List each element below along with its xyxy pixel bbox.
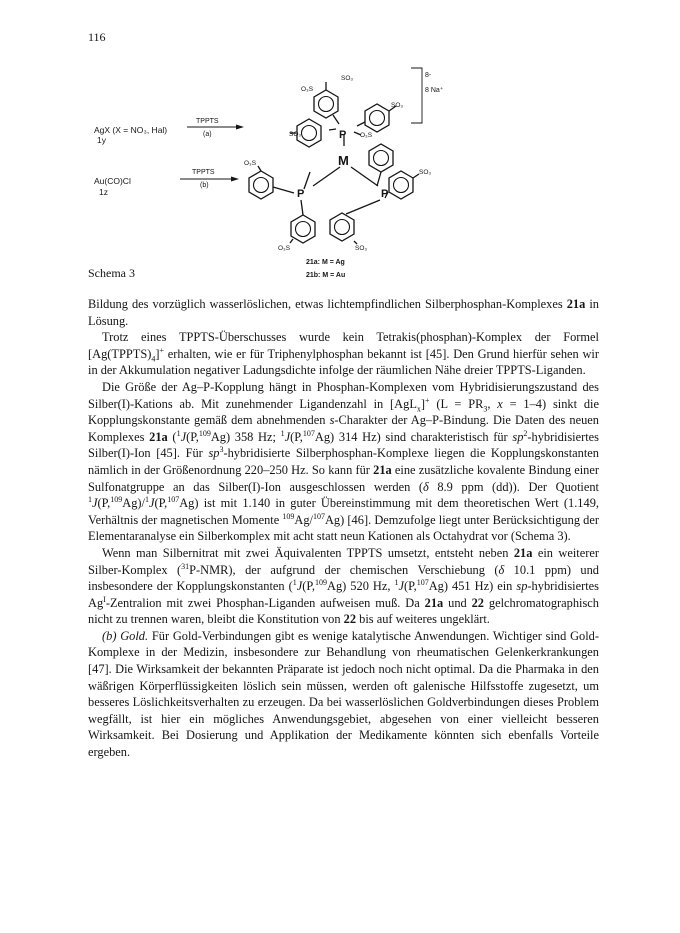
benzene-ring-icon [369,144,393,172]
text-span: 21a [149,429,168,444]
phosphorus-atom-top: P [339,129,347,141]
arrowhead-icon [231,177,239,182]
text-span: 1 [394,577,399,587]
text-span: (P, [97,496,111,511]
body-text [88,296,599,761]
sulfonate-label: O₃S [360,132,373,139]
text-span: 4 [151,354,156,364]
text-span: J [148,496,155,511]
text-span: J [180,429,187,444]
text-span: 21a [513,545,533,560]
arrowhead-icon [236,125,244,130]
text-span: sp [208,446,220,461]
text-span: (P, [186,429,199,444]
text-span: ( [167,429,177,444]
text-span: 109 [110,495,123,504]
text-span: x [416,404,421,414]
text-span: 107 [302,428,315,438]
text-span: 109 [315,577,328,587]
text-span: 2 [523,428,528,438]
paragraph-p2 [88,329,599,379]
text-span: eine zusätzliche kovalente Bindung einer Sulfonatgruppe an das Silber(I)-Ion ausgeschlossen werden ( [88,462,599,494]
text-span: Für Gold-Verbindungen gibt es wenige katalytische Anwendungen. Wichtiger sind Gold-Komplexe in der Medizin, insbesondere zur Behandlung von rheumatischen Gelenkerkrankungen [47]. Die Wirksamkeit der bekannten Präparate ist jedoch noch nicht optimal. Da die Pharmaka in den wäßrigen Körperflüssigkeiten löslich sein müssen, werden oft galenische Hilfsstoffe zugesetzt, um besseres Löslichkeitsverhalten zu erzeugen. Da bei wasserlöslichen Goldverbindungen dieses Problem wegfällt, ist hier ein mögliches Anwendungsgebiet, abgesehen von einer vielleicht besseren Wirksamkeit. Bei Dosierung und Applikation der Medikamente könnten sich ebenfalls Vorteile ergeben. [88,628,599,760]
sulfonate-label: O₃S [278,245,291,252]
benzene-ring-icon [389,171,413,199]
text-span: 21a [424,595,444,610]
text-span: 107 [167,495,180,504]
sulfonate-label: SO₃ [391,102,404,109]
sulfonate-label: SO₃ [289,131,302,138]
sulfonate-label: O₃S [301,86,314,93]
text-span: in Lösung. [88,297,599,328]
text-span: δ [498,562,505,577]
text-span: sp [516,579,528,594]
text-span: = 1–4) sinkt die Kopplungskonstante gemäß dem abnehmenden [88,396,599,428]
text-span: 21a [373,462,392,477]
text-span: ] [420,396,426,411]
benzene-ring-icon [314,90,338,118]
text-span: x [497,396,503,411]
paragraph-p4 [88,545,599,628]
text-span: 1 [292,577,297,587]
paragraph-p3 [88,379,599,545]
text-span: 8.9 ppm (dd)). Der Quotient [428,479,600,494]
text-span: 22 [471,595,484,610]
sulfonate-label: O₃S [244,160,257,167]
text-span: 107 [416,577,429,587]
reactant-2-label: 1z [99,187,108,197]
scheme-caption: Schema 3 [88,266,135,280]
text-span: J [284,429,291,444]
page-number: 116 [88,30,106,44]
reactant-2 [94,176,131,197]
text-span: 107 [312,511,325,521]
text-span: erhalten, wie er für Triphenylphosphan bekannt ist [45]. Den Grund hierfür sehen wir in der Akkumulation negativer Ladungsdichte infolge der räumlichen Nähe dreier TPPTS-Liganden. [88,346,599,378]
benzene-ring-icon [365,104,389,132]
reagent-a-name: TPPTS [196,118,219,125]
sulfonate-label: SO₃ [341,75,354,82]
text-span: Ag) 314 Hz) sind charakteristisch für [314,429,513,444]
product-21a-label: 21a: M = Ag [306,259,345,266]
text-span: s [329,413,335,428]
text-span: bis auf weiteres ungeklärt. [356,612,490,627]
text-span: und [443,595,472,610]
text-span: Ag)/ [122,496,145,511]
text-span: -hybridisiertes Ag [88,579,599,610]
text-span: P-NMR), der aufgrund der chemischen Verschiebung ( [189,562,499,577]
text-span: J [398,579,404,594]
text-span: 31 [181,561,190,571]
text-span: + [425,395,430,405]
text-span: Ag) 358 Hz; [210,429,281,444]
text-span: 3 [219,445,224,455]
paragraph-p5 [88,628,599,761]
text-span: 10.1 ppm) und insbesondere der Kopplungskonstanten ( [88,562,599,594]
text-span: Ag/ [294,512,313,527]
text-span: 1 [176,428,181,438]
reaction-arrow-b [180,169,239,189]
text-span: gelchromatographisch nicht zu trennen waren, bleibt die Konstitution von [88,595,599,627]
text-span: 1 [88,495,92,504]
text-span: Ag) [46]. Demzufolge liegt unter Berücksichtigung der Elementaranalyse ein Silberkomplex mit acht statt neun Kationen als Octahydrat vor (Schema 3). [88,512,600,544]
reagent-b-name: TPPTS [192,169,215,176]
sulfonate-label: SO₃ [419,169,432,176]
text-span: Trotz eines TPPTS-Überschusses wurde kein Tetrakis(phosphan)-Komplex der Formel [Ag(TPPTS) [88,330,599,361]
charge-bracket [411,68,444,123]
text-span: (b) Gold. [102,628,149,643]
text-span: Ag) 520 Hz, [327,579,395,594]
text-span: (P, [403,579,417,594]
text-span: Ag) ist mit 1.140 in guter Übereinstimmung mit dem theoretischen Wert (1.149, Verhältnis der magnetischen Momente [88,496,599,527]
product-21b-label: 21b: M = Au [306,272,346,279]
benzene-ring-icon [330,213,354,241]
phosphorus-atom-right: P [381,188,389,200]
paragraph-p1 [88,296,599,329]
benzene-ring-icon [291,215,315,243]
text-span: 22 [343,612,357,627]
reactant-1-formula: AgX (X = NO₃, Hal) [94,125,168,135]
reaction-arrow-a [187,118,244,138]
phosphorus-atom-left: P [297,188,305,200]
reagent-b-label: (b) [200,182,209,189]
text-span: (P, [302,579,316,594]
text-span: ] [155,346,160,361]
text-span: -hybridisiertes Silber(I)-Ion [45]. Für [88,429,599,461]
text-span: (P, [154,496,168,511]
text-span: sp [512,429,524,444]
reactant-2-formula: Au(CO)Cl [94,176,131,186]
reagent-a-label: (a) [203,131,212,138]
text-span: 109 [198,428,211,438]
text-span: + [159,345,164,355]
text-span: 1 [280,428,285,438]
text-span: 3 [483,404,488,414]
text-span: -Charakter der Ag–P-Bindung. Die Daten des neuen Komplexes [88,413,599,444]
counterions: 8 Na⁺ [425,87,444,94]
text-span: 109 [282,511,295,521]
sulfonate-label: SO₃ [355,245,368,252]
benzene-ring-icon [249,171,273,199]
text-span: ein weiterer Silber-Komplex ( [88,545,599,577]
reaction-scheme [0,0,680,290]
text-span: Bildung des vorzüglich wasserlöslichen, etwas lichtempfindlichen Silberphosphan-Komplexes [88,297,567,311]
text-span: Wenn man Silbernitrat mit zwei Äquivalenten TPPTS umsetzt, entsteht neben [102,545,514,560]
text-span: (P, [290,429,303,444]
complex-charge: 8- [425,72,432,79]
text-span: J [92,496,98,511]
text-span: Die Größe der Ag–P-Kopplung hängt in Phosphan-Komplexen vom Hybridisierungszustand des Silber(I)-Kations ab. Mit zunehmender Ligandenzahl in [AgL [88,379,599,411]
text-span: Ag) 451 Hz) ein [428,579,517,594]
text-span: -Zentralion mit zwei Phosphan-Liganden aufweisen muß. Da [105,595,425,610]
text-span: δ [423,479,429,494]
text-span: -hybridisierte Silberphosphan-Komplexe liegen die Kopplungskonstanten nämlich in der Größenordnung 220–250 Hz. So kann für [88,446,600,477]
text-span: 1 [144,495,149,504]
text-span: , [487,396,498,411]
text-span: I [103,594,106,604]
reactant-1 [94,125,167,145]
text-span: 21a [566,297,586,311]
text-span: J [296,579,303,594]
metal-atom: M [338,153,349,168]
text-span: (L = PR [429,396,484,411]
reactant-1-label: 1y [97,135,106,145]
